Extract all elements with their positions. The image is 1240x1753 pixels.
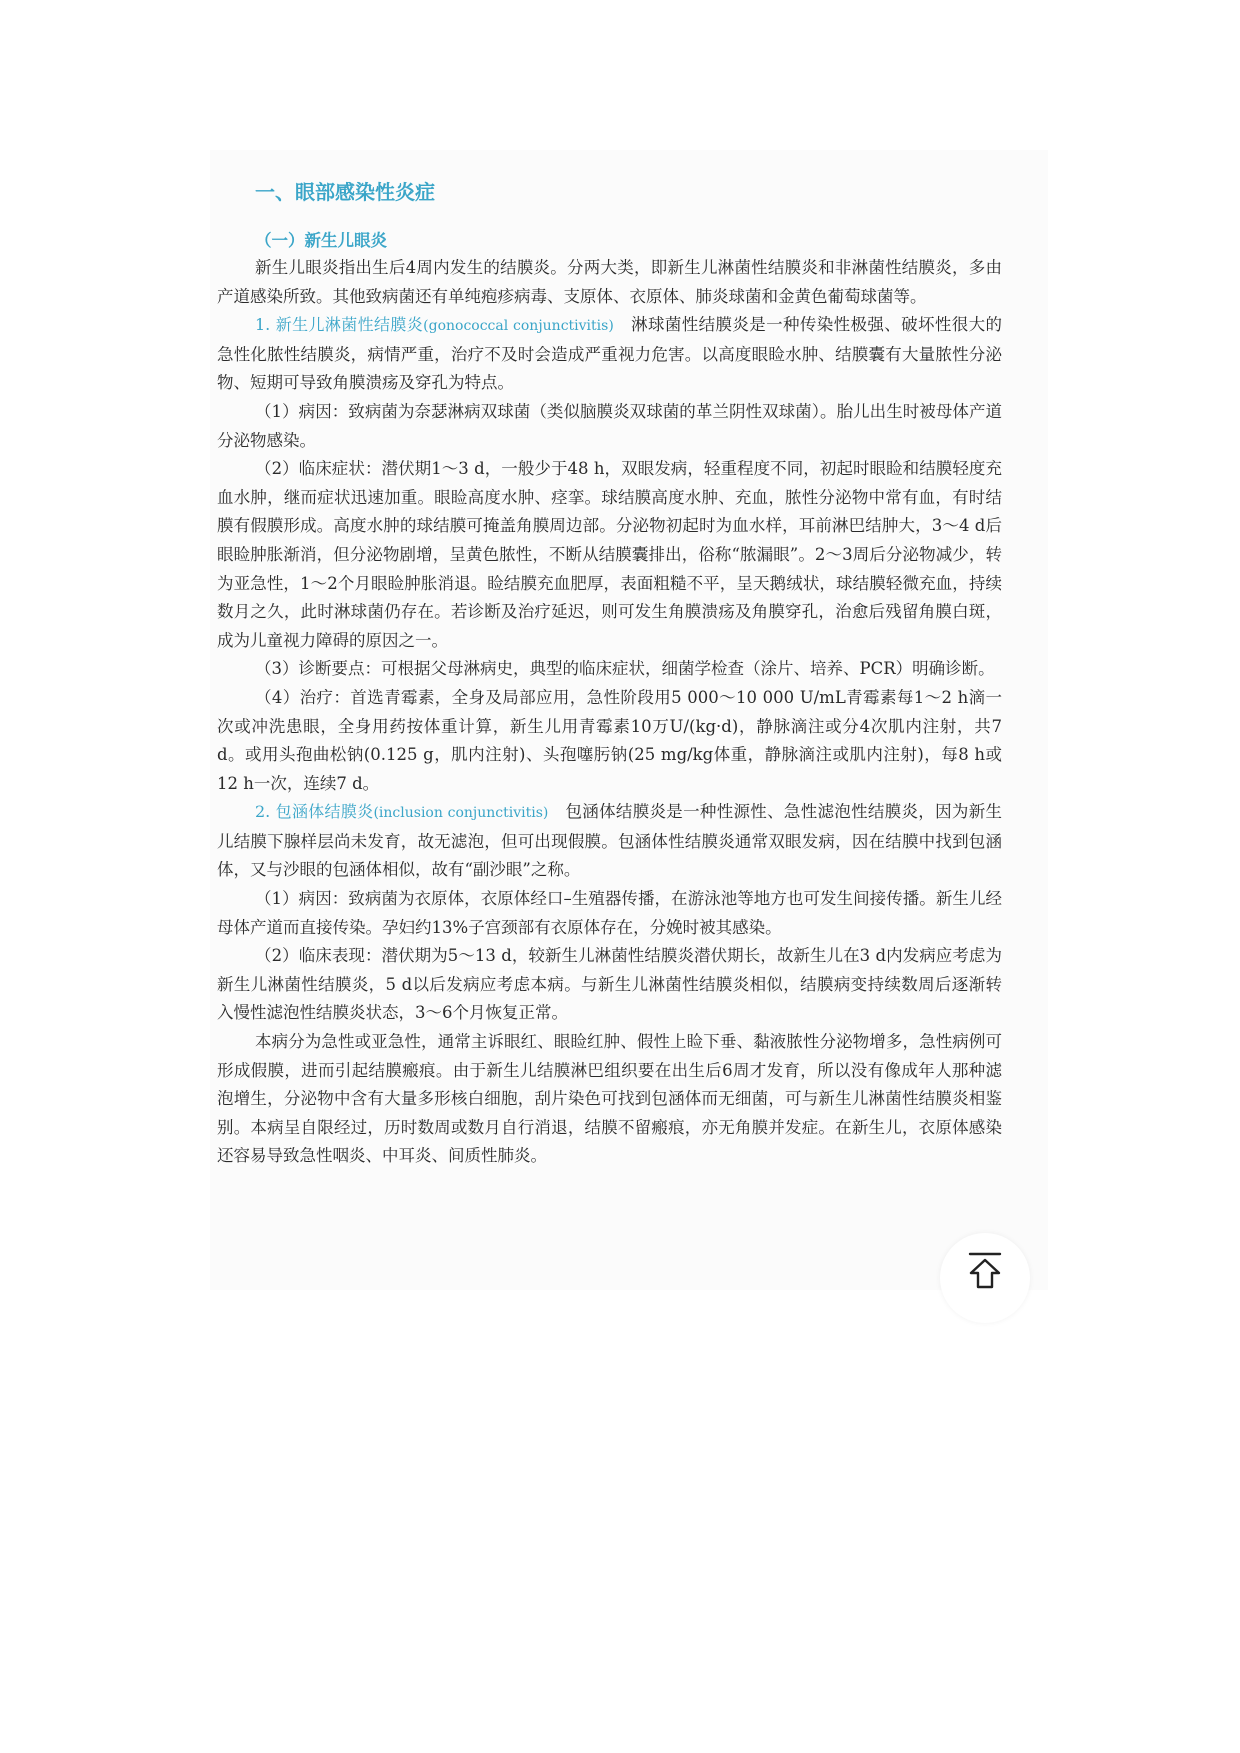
section-heading: 一、眼部感染性炎症 xyxy=(255,180,435,204)
section1-cause: （1）病因：致病菌为奈瑟淋病双球菌（类似脑膜炎双球菌的革兰阴性双球菌）。胎儿出生时被母体产道分泌物感染。 xyxy=(217,401,1002,450)
document-content xyxy=(217,178,1002,1171)
section2-course: 本病分为急性或亚急性，通常主诉眼红、眼睑红肿、假性上睑下垂、黏液脓性分泌物增多，急性病例可形成假膜，进而引起结膜瘢痕。由于新生儿结膜淋巴组织要在出生后6周才发育，所以没有像成年人那种滤泡增生，分泌物中含有大量多形核白细胞，刮片染色可找到包涵体而无细菌，可与新生儿淋菌性结膜炎相鉴别。本病呈自限经过，历时数周或数月自行消退，结膜不留瘢痕，亦无角膜并发症。在新生儿，衣原体感染还容易导致急性咽炎、中耳炎、间质性肺炎。 xyxy=(217,1032,1002,1166)
section1-title xyxy=(255,315,614,334)
section1-title-cn: 1. 新生儿淋菌性结膜炎 xyxy=(255,315,424,335)
scroll-to-top-button[interactable] xyxy=(940,1233,1030,1323)
section1-treatment: （4）治疗：首选青霉素，全身及局部应用，急性阶段用5 000～10 000 U/mL青霉素每1～2 h滴一次或冲洗患眼，全身用药按体重计算，新生儿用青霉素10万U/(kg·d)，静脉滴注或分4次肌内注射，共7 d。或用头孢曲松钠(0.125 g，肌内注射)、头孢噻肟钠(25 mg/kg体重，静脉滴注或肌内注射)，每8 h或12 h一次，连续7 d。 xyxy=(217,687,1002,793)
section1-title-en: (gonococcal conjunctivitis) xyxy=(423,318,614,335)
section2-cause: （1）病因：致病菌为衣原体，衣原体经口–生殖器传播，在游泳池等地方也可发生间接传播。新生儿经母体产道而直接传染。孕妇约13%子宫颈部有衣原体存在，分娩时被其感染。 xyxy=(217,889,1002,937)
section2-title-en: (inclusion conjunctivitis) xyxy=(373,805,549,822)
section1-symptoms: （2）临床症状：潜伏期1～3 d，一般少于48 h，双眼发病，轻重程度不同，初起时眼睑和结膜轻度充血水肿，继而症状迅速加重。眼睑高度水肿、痉挛。球结膜高度水肿、充血，脓性分泌物中常有血，有时结膜有假膜形成。高度水肿的球结膜可掩盖角膜周边部。分泌物初起时为血水样，耳前淋巴结肿大，3～4 d后眼睑肿胀渐消，但分泌物剧增，呈黄色脓性，不断从结膜囊排出，俗称“脓漏眼”。2～3周后分泌物减少，转为亚急性，1～2个月眼睑肿胀消退。睑结膜充血肥厚，表面粗糙不平，呈天鹅绒状，球结膜轻微充血，持续数月之久，此时淋球菌仍存在。若诊断及治疗延迟，则可发生角膜溃疡及角膜穿孔，治愈后残留角膜白斑，成为儿童视力障碍的原因之一。 xyxy=(217,459,1002,650)
intro-paragraph: 新生儿眼炎指出生后4周内发生的结膜炎。分两大类，即新生儿淋菌性结膜炎和非淋菌性结膜炎，多由产道感染所致。其他致病菌还有单纯疱疹病毒、支原体、衣原体、肺炎球菌和金黄色葡萄球菌等。 xyxy=(217,258,1002,306)
section2-presentation: （2）临床表现：潜伏期为5～13 d，较新生儿淋菌性结膜炎潜伏期长，故新生儿在3 d内发病应考虑为新生儿淋菌性结膜炎，5 d以后发病应考虑本病。与新生儿淋菌性结膜炎相似，结膜病变持续数周后逐渐转入慢性滤泡性结膜炎状态，3～6个月恢复正常。 xyxy=(217,946,1002,1023)
section2-title-cn: 2. 包涵体结膜炎 xyxy=(255,802,374,822)
subsection-heading: （一）新生儿眼炎 xyxy=(255,231,387,250)
arrow-up-icon xyxy=(967,1251,1003,1291)
section1-diagnosis: （3）诊断要点：可根据父母淋病史，典型的临床症状，细菌学检查（涂片、培养、PCR）明确诊断。 xyxy=(255,659,995,679)
section2-paragraph xyxy=(217,798,1002,885)
section1-paragraph xyxy=(217,311,1002,398)
section2-title xyxy=(255,802,548,821)
section2-lead-text: 包涵体结膜炎是一种性源性、急性滤泡性结膜炎，因为新生儿结膜下腺样层尚未发育，故无滤泡，但可出现假膜。包涵体性结膜炎通常双眼发病，因在结膜中找到包涵体，又与沙眼的包涵体相似，故有“副沙眼”之称。 xyxy=(217,802,1003,880)
section1-lead-text: 淋球菌性结膜炎是一种传染性极强、破坏性很大的急性化脓性结膜炎，病情严重，治疗不及时会造成严重视力危害。以高度眼睑水肿、结膜囊有大量脓性分泌物、短期可导致角膜溃疡及穿孔为特点。 xyxy=(217,315,1003,393)
